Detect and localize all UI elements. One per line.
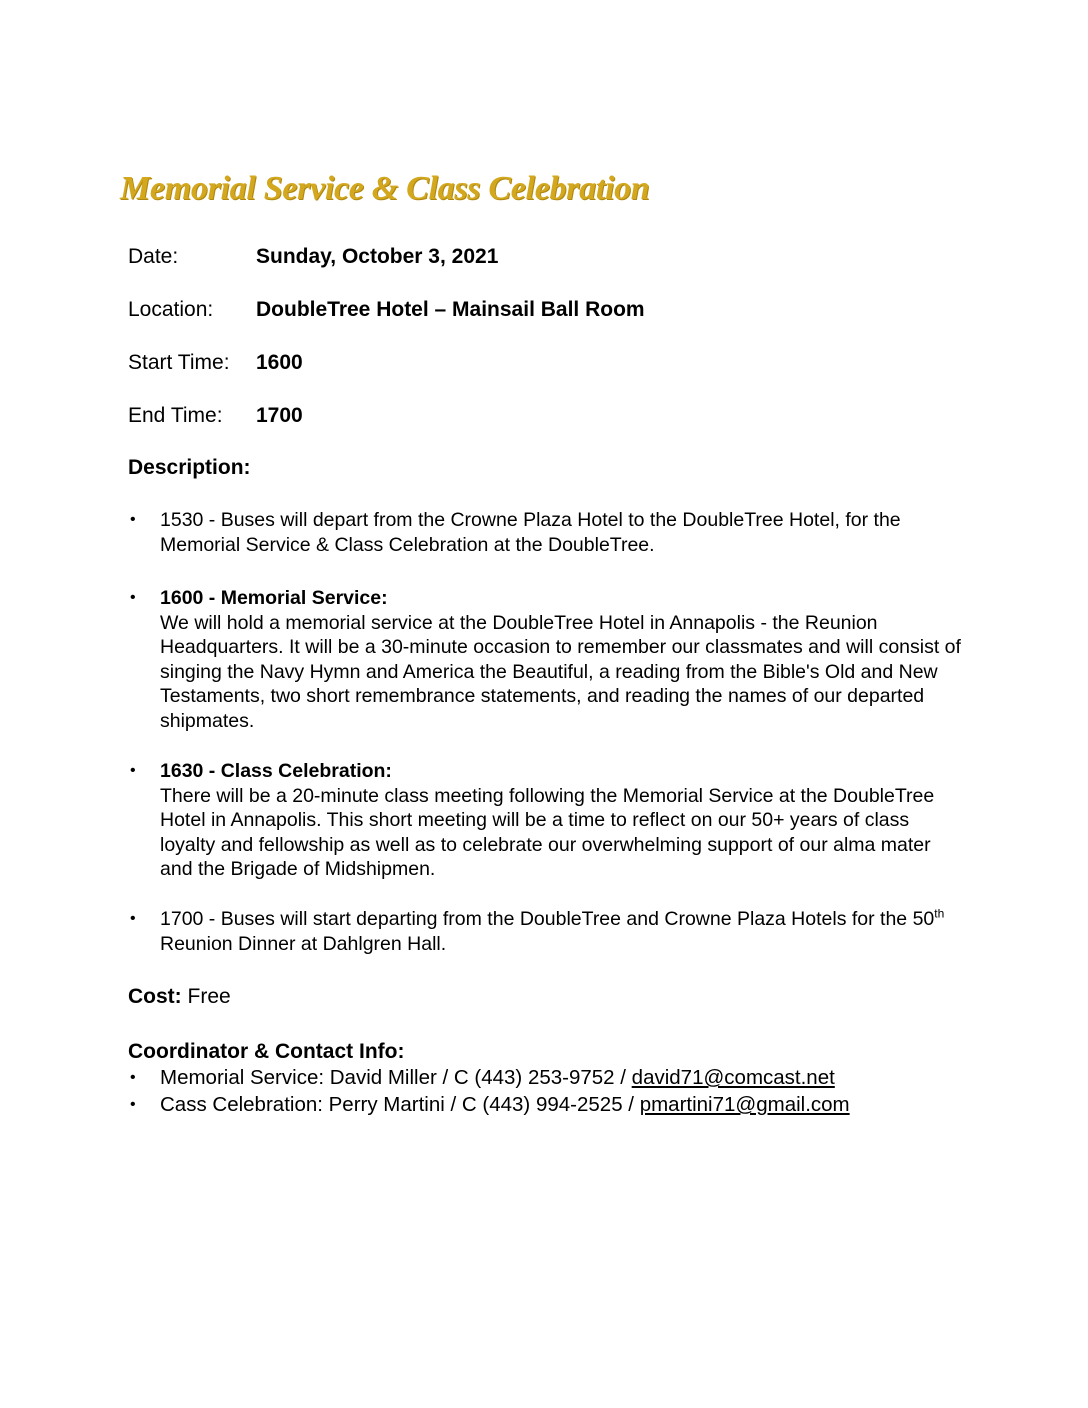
- bullet-icon: •: [130, 589, 136, 606]
- memorial-service-text: We will hold a memorial service at the DoubleTree Hotel in Annapolis - the Reunion Headquarters. It will be a 30-minute occasion to remember our classmates and will consist of singing the Navy Hymn and America the Beautiful, a reading from the Bible's Old and New Testaments, two short remembrance statements, and reading the names of our departed shipmates.: [160, 611, 961, 732]
- end-time-label: End Time:: [128, 404, 223, 427]
- class-celebration-text: There will be a 20-minute class meeting following the Memorial Service at the DoubleTree Hotel in Annapolis. This short meeting will be a time to reflect on our 50+ years of class loyalty and fellowship as well as to celebrate our overwhelming support of our alma mater and the Brigade of Midshipmen.: [160, 784, 935, 880]
- bullet-icon: •: [130, 1096, 136, 1113]
- bullet-icon: •: [130, 1069, 136, 1086]
- bullet-icon: •: [130, 511, 136, 528]
- memorial-service-list: [128, 586, 968, 733]
- description-label: Description:: [128, 456, 251, 479]
- contact-text: Cass Celebration: Perry Martini / C (443) 994-2525 /: [160, 1093, 640, 1116]
- date-label: Date:: [128, 245, 179, 268]
- email-link[interactable]: pmartini71@gmail.com: [639, 1093, 850, 1116]
- list-item: [128, 586, 968, 733]
- start-time-value: 1600: [256, 351, 303, 374]
- date-value: Sunday, October 3, 2021: [256, 245, 499, 268]
- class-celebration-heading: 1630 - Class Celebration:: [160, 760, 392, 782]
- contact-item: [128, 1064, 988, 1091]
- contact-item: [128, 1091, 988, 1118]
- contact-label: Coordinator & Contact Info:: [128, 1040, 405, 1063]
- start-time-label: Start Time:: [128, 351, 230, 374]
- location-value: DoubleTree Hotel – Mainsail Ball Room: [256, 298, 645, 321]
- page-title: Memorial Service & Class Celebration: [120, 170, 650, 207]
- description-list: [128, 508, 968, 557]
- list-item: [128, 508, 968, 557]
- cost-line: [128, 985, 231, 1009]
- memorial-service-heading: 1600 - Memorial Service:: [160, 587, 388, 609]
- list-item: [128, 759, 968, 882]
- end-time-value: 1700: [256, 404, 303, 427]
- location-label: Location:: [128, 298, 214, 321]
- contact-list: [128, 1064, 988, 1118]
- dinner-bus-text-start: 1700 - Buses will start departing from the DoubleTree and Crowne Plaza Hotels for the 50: [160, 908, 935, 930]
- email-link[interactable]: david71@comcast.net: [631, 1066, 835, 1089]
- dinner-bus-list: [128, 907, 968, 956]
- cost-label: Cost:: [128, 985, 182, 1008]
- list-item: [128, 907, 968, 956]
- bus-departure-text: 1530 - Buses will depart from the Crowne Plaza Hotel to the DoubleTree Hotel, for the Memorial Service & Class Celebration at the DoubleTree.: [160, 509, 901, 556]
- cost-value: Free: [181, 985, 231, 1008]
- bullet-icon: •: [130, 762, 136, 779]
- contact-text: Memorial Service: David Miller / C (443) 253-9752 /: [160, 1066, 632, 1089]
- class-celebration-list: [128, 759, 968, 882]
- bullet-icon: •: [130, 910, 136, 927]
- dinner-bus-text-end: Reunion Dinner at Dahlgren Hall.: [160, 932, 447, 955]
- ordinal-suffix: th: [934, 906, 945, 921]
